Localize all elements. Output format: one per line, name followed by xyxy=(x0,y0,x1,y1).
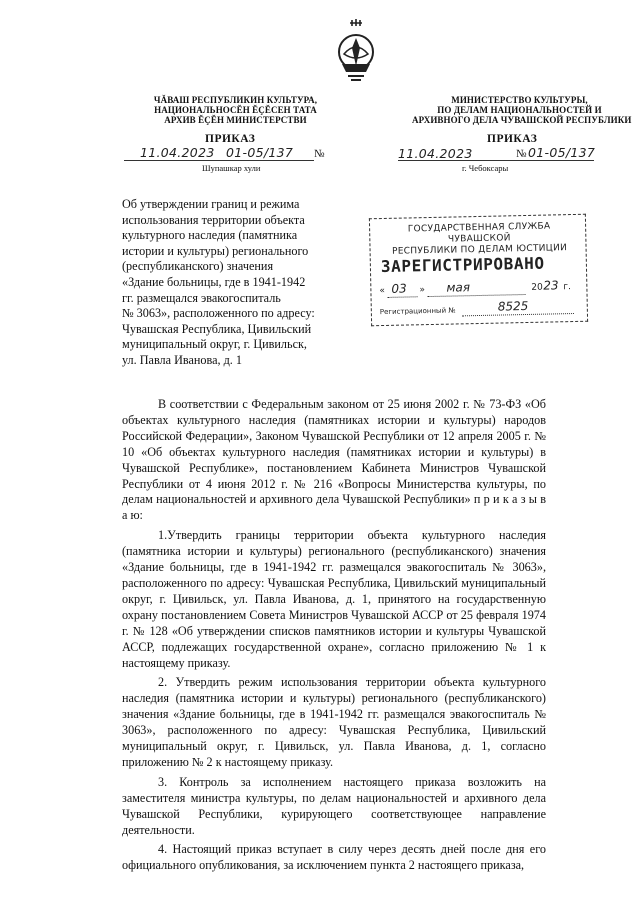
number-sign-right: № xyxy=(516,148,527,160)
subject-line: культурного наследия (памятника xyxy=(122,228,298,243)
stamp-year-tail: г. xyxy=(563,282,572,293)
subject-line: гг. размещался эвакогоспиталь xyxy=(122,290,281,305)
header-line: ПО ДЕЛАМ НАЦИОНАЛЬНОСТЕЙ И xyxy=(437,105,602,115)
subject-line: муниципальный округ, г. Цивильск, xyxy=(122,337,307,352)
header-line: АРХИВ ĔҪĔН МИНИСТЕРСТВИ xyxy=(164,115,307,125)
subject-line: использования территории объекта xyxy=(122,212,305,227)
body-paragraph: 4. Настоящий приказ вступает в силу через десять дней после дня его официального опубликования, за исключением пункта 2 настоящего приказа, xyxy=(122,842,546,873)
subject-line: истории и культуры) регионального xyxy=(122,243,309,258)
header-line: АРХИВНОГО ДЕЛА ЧУВАШСКОЙ РЕСПУБЛИКИ xyxy=(412,115,632,125)
stamp-line: ГОСУДАРСТВЕННАЯ СЛУЖБА ЧУВАШСКОЙ xyxy=(407,221,551,245)
order-subject xyxy=(122,197,334,369)
subject-line: (республиканского) значения xyxy=(122,259,274,274)
order-title-left: ПРИКАЗ xyxy=(205,133,256,145)
order-date-right: 11.04.2023 xyxy=(398,146,473,161)
order-title-right: ПРИКАЗ xyxy=(487,133,538,145)
subject-line: № 3063», расположенного по адресу: xyxy=(122,306,315,321)
underline xyxy=(124,160,314,161)
stamp-authority xyxy=(376,221,583,258)
stamp-underline xyxy=(462,313,574,316)
order-number-left: 01-05/137 xyxy=(226,145,294,160)
body-paragraph: 3. Контроль за исполнением настоящего приказа возложить на заместителя министра культуры, по делам национальностей и архивного дела Чувашской Республики, курирующего соответствующее направление деятельности. xyxy=(122,774,546,837)
stamp-underline xyxy=(428,294,526,297)
body-paragraph: 1.Утвердить границы территории объекта культурного наследия (памятника истории и культуры) регионального (республиканского) значения «Здание больницы, где в 1941-1942 гг. размещался эвакогоспиталь № 3063», расположенного по адресу: Чувашская Республика, Цивильский муниципальный округ, г. Цивильск, ул. Павла Иванова, д. 1, принятого на государственную охрану постановлением Совета Министров Чувашской АССР от 25 февраля 1974 г. № 128 «Об утверждении списков памятников истории и культуры Чувашской АССР, подлежащих государственной охране», согласно приложению № 1 к настоящему приказу. xyxy=(122,528,546,670)
underline xyxy=(398,160,594,161)
order-date-left: 11.04.2023 xyxy=(140,145,215,160)
stamp-date-open: « xyxy=(379,285,386,297)
header-line: МИНИСТЕРСТВО КУЛЬТУРЫ, xyxy=(451,95,588,105)
body-paragraph: В соответствии с Федеральным законом от 25 июня 2002 г. № 73-ФЗ «Об объектах культурного наследия (памятниках истории и культуры) народов Российской Федерации», Законом Чувашской Республики от 12 апреля 2005 г. № 10 «Об объектах культурного наследия (памятниках истории и культуры) в Чувашской Республике», постановлением Кабинета Министров Чувашской Республики от 4 июня 2012 г. № 216 «Вопросы Министерства культуры, по делам национальностей и архивного дела Чувашской Республики» п р и к а з ы в а ю: xyxy=(122,397,546,523)
stamp-reg-number: 8525 xyxy=(497,298,529,314)
stamp-year-suffix: 23 xyxy=(543,278,559,293)
subject-line: Чувашская Республика, Цивильский xyxy=(122,321,312,336)
ministry-header-russian xyxy=(412,95,632,125)
stamp-reg-label: Регистрационный № xyxy=(379,306,456,317)
order-number-right: 01-05/137 xyxy=(528,145,596,160)
subject-line: «Здание больницы, где в 1941-1942 xyxy=(122,274,306,289)
place-left: Шупашкар хули xyxy=(202,163,261,173)
stamp-line: РЕСПУБЛИКИ ПО ДЕЛАМ ЮСТИЦИИ xyxy=(391,243,568,257)
stamp-status: ЗАРЕГИСТРИРОВАНО xyxy=(380,253,545,277)
registration-stamp xyxy=(369,214,588,327)
stamp-underline xyxy=(388,296,418,298)
ministry-header-chuvash xyxy=(128,95,343,125)
stamp-day: 03 xyxy=(391,281,407,296)
order-body xyxy=(122,397,546,878)
subject-line: ул. Павла Иванова, д. 1 xyxy=(122,352,242,367)
place-right: г. Чебоксары xyxy=(462,163,509,173)
stamp-date-close: » xyxy=(419,285,426,296)
stamp-year-prefix: 20 xyxy=(531,282,543,293)
number-sign-left: № xyxy=(314,148,325,160)
coat-of-arms-emblem xyxy=(336,18,376,86)
body-paragraph: 2. Утвердить режим использования территории объекта культурного наследия (памятника истории и культуры) регионального (республиканского) значения «Здание больницы, где в 1941-1942 гг. размещался эвакогоспиталь № 3063», расположенного по адресу: Чувашская Республика, Цивильский муниципальный округ, г. Цивильск, ул. Павла Иванова, д. 1, согласно приложению № 2 к настоящему приказу. xyxy=(122,675,546,769)
header-line: НАЦИОНАЛЬНОСĔН ĔҪĔСЕН ТАТА xyxy=(154,105,317,115)
subject-line: Об утверждении границ и режима xyxy=(122,197,300,211)
stamp-month: мая xyxy=(446,280,471,295)
header-line: ЧĂВАШ РЕСПУБЛИКИН КУЛЬТУРА, xyxy=(153,95,318,105)
